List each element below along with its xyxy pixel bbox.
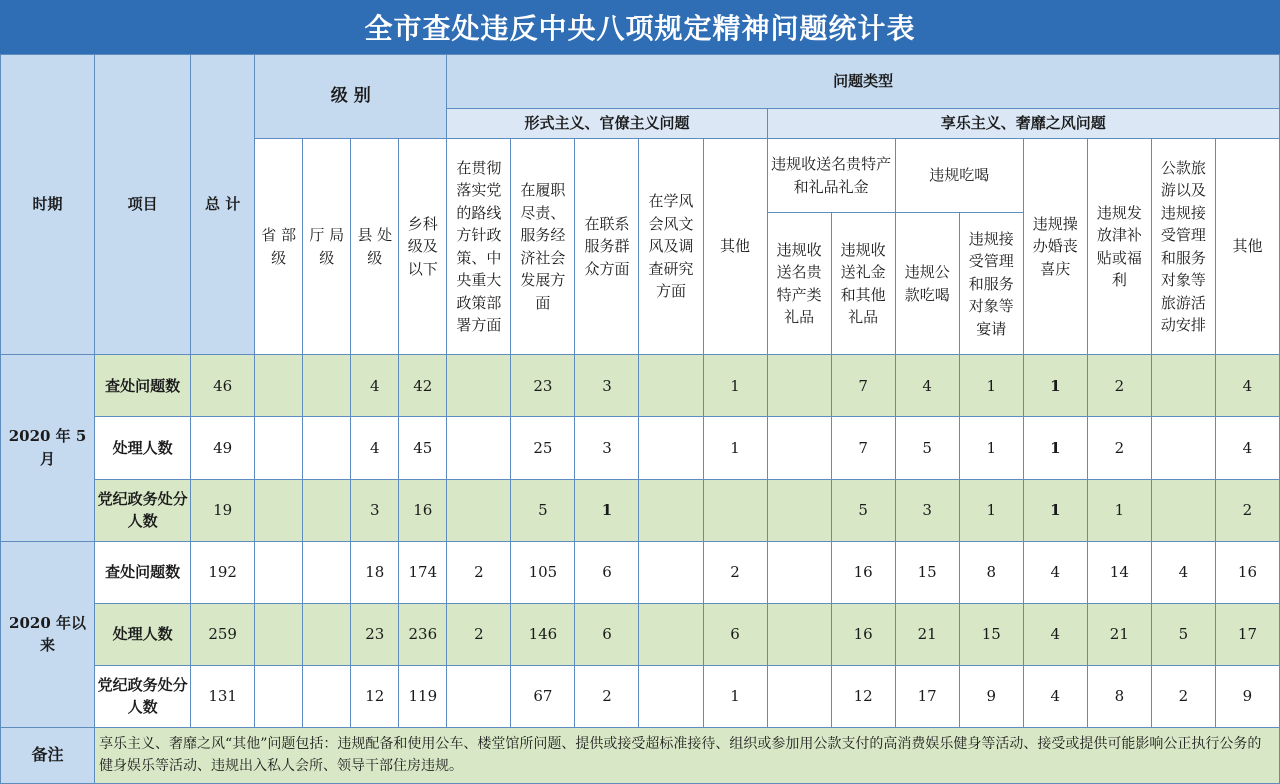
cell: 2: [447, 603, 511, 665]
header-problem-type: 问题类型: [447, 55, 1280, 109]
table-row: [1, 417, 1280, 479]
header-group-formalism: 形式主义、官僚主义问题: [447, 109, 767, 139]
cell: 18: [351, 541, 399, 603]
cell: 16: [1215, 541, 1279, 603]
cell: 4: [1215, 355, 1279, 417]
header-level-bureau: 厅 局级: [303, 139, 351, 355]
cell: 8: [1087, 665, 1151, 727]
cell: 8: [959, 541, 1023, 603]
header-b-gift-specialty: 违规收送名贵特产类礼品: [767, 213, 831, 355]
cell: 1: [575, 479, 639, 541]
cell: 21: [895, 603, 959, 665]
header-b-subsidy: 违规发放津补贴或福利: [1087, 139, 1151, 355]
cell: [639, 603, 703, 665]
cell: 2: [1215, 479, 1279, 541]
cell: 1: [959, 479, 1023, 541]
cell: [767, 479, 831, 541]
header-level-county: 县 处级: [351, 139, 399, 355]
cell: 2: [1087, 355, 1151, 417]
cell: 174: [399, 541, 447, 603]
table-row: [1, 541, 1280, 603]
cell: [1151, 479, 1215, 541]
cell: 1: [959, 417, 1023, 479]
cell: 25: [511, 417, 575, 479]
header-b-dining: 违规吃喝: [895, 139, 1023, 213]
cell: 2: [1151, 665, 1215, 727]
cell: 4: [1151, 541, 1215, 603]
header-a-other: 其他: [703, 139, 767, 355]
cell: 4: [895, 355, 959, 417]
cell: 1: [1087, 479, 1151, 541]
header-total: 总 计: [191, 55, 255, 355]
cell: 9: [1215, 665, 1279, 727]
row-item: 党纪政务处分人数: [95, 479, 191, 541]
cell: [767, 603, 831, 665]
cell: 17: [1215, 603, 1279, 665]
cell: 1: [959, 355, 1023, 417]
header-b-gift: 违规收送名贵特产和礼品礼金: [767, 139, 895, 213]
row-item: 查处问题数: [95, 355, 191, 417]
cell: 2: [703, 541, 767, 603]
cell: 16: [831, 541, 895, 603]
table-row: [1, 665, 1280, 727]
row-item: 查处问题数: [95, 541, 191, 603]
header-b-dining-public: 违规公款吃喝: [895, 213, 959, 355]
row-item: 处理人数: [95, 603, 191, 665]
cell: 12: [831, 665, 895, 727]
cell: 16: [831, 603, 895, 665]
cell: [255, 665, 303, 727]
cell: 5: [511, 479, 575, 541]
cell: 12: [351, 665, 399, 727]
cell: [255, 417, 303, 479]
header-b-gift-money: 违规收送礼金和其他礼品: [831, 213, 895, 355]
cell: [639, 417, 703, 479]
cell: 19: [191, 479, 255, 541]
header-item: 项目: [95, 55, 191, 355]
cell: 42: [399, 355, 447, 417]
header-level-province: 省 部级: [255, 139, 303, 355]
note-text: 享乐主义、奢靡之风“其他”问题包括：违规配备和使用公车、楼堂馆所问题、提供或接受超标准接待、组织或参加用公款支付的高消费娱乐健身等活动、接受或提供可能影响公正执行公务的健身娱乐等活动、违规出入私人会所、领导干部住房违规。: [95, 727, 1280, 783]
cell: 3: [351, 479, 399, 541]
cell: [303, 479, 351, 541]
cell: 1: [703, 417, 767, 479]
header-group-hedonism: 享乐主义、奢靡之风问题: [767, 109, 1279, 139]
cell: 1: [1023, 479, 1087, 541]
period-label: 2020 年以来: [1, 541, 95, 727]
cell: 2: [575, 665, 639, 727]
cell: 7: [831, 355, 895, 417]
cell: 6: [703, 603, 767, 665]
cell: [447, 417, 511, 479]
cell: 5: [831, 479, 895, 541]
cell: 4: [351, 355, 399, 417]
cell: 1: [1023, 417, 1087, 479]
cell: [767, 541, 831, 603]
table-row: [1, 355, 1280, 417]
cell: [255, 603, 303, 665]
cell: 5: [895, 417, 959, 479]
cell: 146: [511, 603, 575, 665]
cell: 2: [1087, 417, 1151, 479]
cell: 4: [1023, 665, 1087, 727]
row-item: 处理人数: [95, 417, 191, 479]
header-a-duty: 在履职尽责、服务经济社会发展方面: [511, 139, 575, 355]
table-title: 全市查处违反中央八项规定精神问题统计表: [0, 0, 1280, 54]
cell: [639, 479, 703, 541]
cell: 15: [959, 603, 1023, 665]
cell: 1: [703, 665, 767, 727]
cell: 67: [511, 665, 575, 727]
cell: [1151, 355, 1215, 417]
cell: 49: [191, 417, 255, 479]
cell: [447, 665, 511, 727]
cell: 6: [575, 541, 639, 603]
cell: [1151, 417, 1215, 479]
cell: 7: [831, 417, 895, 479]
table-row: [1, 603, 1280, 665]
header-level: 级 别: [255, 55, 447, 139]
header-period: 时期: [1, 55, 95, 355]
cell: 4: [1023, 541, 1087, 603]
cell: 3: [575, 417, 639, 479]
cell: 6: [575, 603, 639, 665]
cell: [447, 355, 511, 417]
header-level-township: 乡科级及以下: [399, 139, 447, 355]
cell: [255, 541, 303, 603]
cell: [767, 665, 831, 727]
header-b-other: 其他: [1215, 139, 1279, 355]
table-row: [1, 479, 1280, 541]
cell: 4: [1215, 417, 1279, 479]
cell: [767, 417, 831, 479]
cell: 17: [895, 665, 959, 727]
cell: [255, 355, 303, 417]
cell: [255, 479, 303, 541]
cell: [303, 541, 351, 603]
cell: 16: [399, 479, 447, 541]
cell: 4: [1023, 603, 1087, 665]
cell: 236: [399, 603, 447, 665]
cell: 9: [959, 665, 1023, 727]
cell: 14: [1087, 541, 1151, 603]
cell: [639, 541, 703, 603]
period-label: 2020 年 5 月: [1, 355, 95, 541]
cell: 131: [191, 665, 255, 727]
cell: 119: [399, 665, 447, 727]
cell: 259: [191, 603, 255, 665]
note-label: 备注: [1, 727, 95, 783]
statistics-table: [0, 54, 1280, 784]
cell: 3: [895, 479, 959, 541]
cell: [703, 479, 767, 541]
row-item: 党纪政务处分人数: [95, 665, 191, 727]
cell: [303, 665, 351, 727]
cell: [303, 355, 351, 417]
header-b-dining-banquet: 违规接受管理和服务对象等宴请: [959, 213, 1023, 355]
header-b-travel: 公款旅游以及违规接受管理和服务对象等旅游活动安排: [1151, 139, 1215, 355]
header-a-masses: 在联系服务群众方面: [575, 139, 639, 355]
cell: 2: [447, 541, 511, 603]
header-a-style: 在学风会风文风及调查研究方面: [639, 139, 703, 355]
cell: 192: [191, 541, 255, 603]
cell: 105: [511, 541, 575, 603]
cell: 1: [1023, 355, 1087, 417]
cell: 46: [191, 355, 255, 417]
cell: 1: [703, 355, 767, 417]
cell: 23: [351, 603, 399, 665]
cell: 15: [895, 541, 959, 603]
cell: 45: [399, 417, 447, 479]
cell: [767, 355, 831, 417]
cell: 21: [1087, 603, 1151, 665]
cell: [447, 479, 511, 541]
cell: 5: [1151, 603, 1215, 665]
cell: [639, 355, 703, 417]
header-b-wedding: 违规操办婚丧喜庆: [1023, 139, 1087, 355]
cell: 23: [511, 355, 575, 417]
cell: 4: [351, 417, 399, 479]
cell: [303, 603, 351, 665]
cell: [639, 665, 703, 727]
cell: 3: [575, 355, 639, 417]
header-a-policy: 在贯彻落实党的路线方针政策、中央重大政策部署方面: [447, 139, 511, 355]
cell: [303, 417, 351, 479]
